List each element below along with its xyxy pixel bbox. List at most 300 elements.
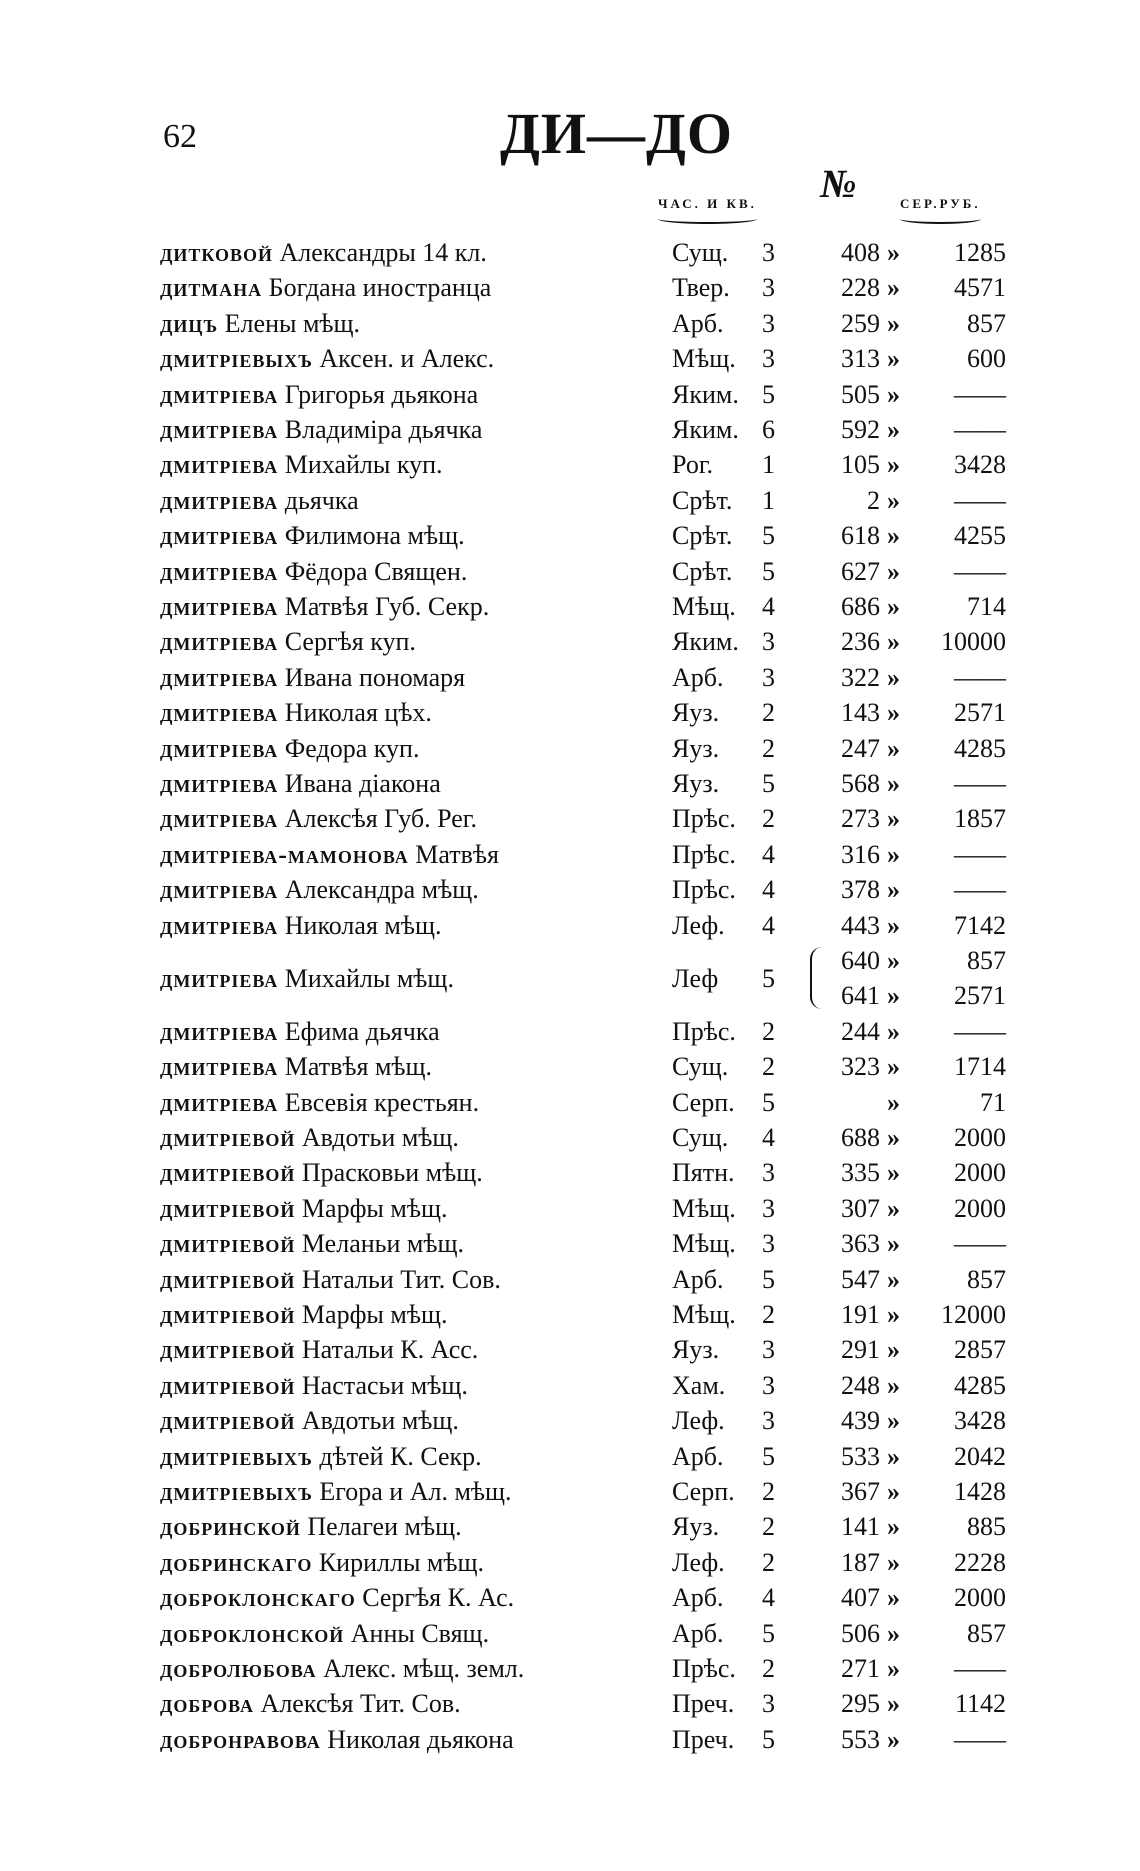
entry-part: Преч. (672, 1724, 735, 1754)
entry-number: 141 (841, 1512, 880, 1542)
entry-given-name: Филимона мѣщ. (284, 521, 465, 551)
entry-name (160, 589, 489, 624)
entry-ditto-mark: » (887, 910, 900, 940)
entry-part: Прѣс. (672, 804, 736, 834)
entry-given-name: Меланьи мѣщ. (301, 1229, 465, 1259)
entry-given-name: Елены мѣщ. (224, 308, 361, 338)
entry-name (160, 1509, 462, 1544)
entry-given-name: Марфы мѣщ. (301, 1300, 448, 1329)
entry-quarter: 5 (762, 1087, 775, 1117)
entry-ditto-mark: » (887, 1193, 900, 1223)
entry-sum: 2000 (954, 1123, 1006, 1152)
entry-part: Прѣс. (672, 1654, 736, 1683)
register-row (0, 377, 1140, 412)
entry-ditto-mark: » (887, 733, 900, 763)
entry-given-name: Алекс. мѣщ. земл. (323, 1654, 525, 1683)
entry-number: 316 (841, 839, 880, 869)
entry-name (160, 1403, 459, 1438)
entry-name (160, 1226, 464, 1261)
entry-given-name: Анны Свящ. (350, 1618, 490, 1648)
register-row (0, 1651, 1140, 1686)
entry-quarter: 3 (762, 1229, 775, 1259)
register-row (0, 872, 1140, 907)
entry-name (160, 766, 441, 801)
entry-ditto-mark: » (887, 804, 900, 834)
register-row (0, 660, 1140, 695)
entry-sum: —— (954, 1016, 1006, 1046)
entry-given-name: Натальи К. Асс. (301, 1335, 479, 1365)
register-row (0, 766, 1140, 801)
entry-number: 627 (841, 556, 880, 586)
entry-given-name: Авдотьи мѣщ. (301, 1123, 459, 1152)
entry-number: 143 (841, 698, 880, 728)
entry-number: 363 (841, 1229, 880, 1259)
entry-ditto-mark: » (887, 485, 900, 515)
entry-part: Рог. (672, 450, 714, 480)
entry-part: Яуз. (672, 1335, 720, 1365)
entry-sum: 12000 (941, 1300, 1006, 1329)
entry-number: 686 (841, 592, 880, 621)
entry-name (160, 1155, 483, 1190)
register-row (0, 554, 1140, 589)
entry-given-name: Михайлы куп. (284, 450, 443, 480)
entry-number: 248 (841, 1370, 880, 1400)
entry-sum: 2000 (954, 1193, 1006, 1223)
entry-quarter: 2 (762, 1512, 775, 1542)
entry-number: 407 (841, 1583, 880, 1613)
entry-surname: дмитрiева (160, 627, 279, 657)
entry-part: Сущ. (672, 238, 729, 267)
entry-number: 335 (841, 1158, 880, 1188)
entry-quarter: 3 (762, 1158, 775, 1188)
entry-ditto-mark: » (887, 1052, 900, 1082)
entry-sum: 885 (967, 1512, 1006, 1542)
entry-quarter: 3 (762, 1335, 775, 1365)
column-header-number-label: № (820, 161, 857, 206)
entry-name (160, 1651, 524, 1686)
entry-surname: дмитрiева (160, 1087, 279, 1117)
entry-quarter: 5 (762, 769, 775, 798)
register-row (0, 589, 1140, 624)
entry-ditto-mark: » (887, 627, 900, 657)
entry-quarter: 3 (762, 1689, 775, 1719)
entry-number: 187 (841, 1547, 880, 1577)
entry-name (160, 1686, 461, 1721)
entry-part: Мѣщ. (672, 592, 736, 621)
entry-part: Яким. (672, 415, 739, 444)
entry-surname: дитковой (160, 238, 274, 267)
entry-given-name: Алексѣя Тит. Сов. (260, 1689, 461, 1719)
register-row (0, 837, 1140, 872)
entry-number: 273 (841, 804, 880, 834)
entry-quarter: 3 (762, 273, 775, 303)
entry-surname: дмитрiева (160, 1052, 279, 1082)
register-row (0, 1439, 1140, 1474)
entry-given-name: Ефима дьячка (284, 1016, 440, 1046)
entry-name (160, 872, 479, 907)
entry-sum: 2228 (954, 1547, 1006, 1577)
entry-part: Арб. (672, 662, 724, 692)
entry-quarter: 2 (762, 733, 775, 763)
entry-number: 640 (841, 946, 880, 975)
entry-part: Яким. (672, 379, 739, 409)
register-row (0, 235, 1140, 270)
entry-number: 244 (841, 1016, 880, 1046)
entry-ditto-mark: » (887, 1724, 900, 1754)
entry-part: Мѣщ. (672, 1193, 736, 1223)
entry-ditto-mark: » (887, 1512, 900, 1542)
entry-name (160, 731, 419, 766)
entry-sum: 857 (967, 308, 1006, 338)
entry-name (160, 377, 478, 412)
entry-part: Мѣщ. (672, 344, 736, 374)
entry-ditto-mark: » (887, 344, 900, 374)
entry-ditto-mark: » (887, 556, 900, 586)
running-head: ДИ—ДО (500, 101, 734, 166)
register-row (0, 518, 1140, 553)
register-row (0, 341, 1140, 376)
entry-surname: дмитрiевой (160, 1406, 296, 1436)
entry-quarter: 2 (762, 1016, 775, 1046)
register-row (0, 1297, 1140, 1332)
entry-surname: добринской (160, 1512, 301, 1542)
entry-sum: —— (954, 379, 1006, 409)
entry-quarter: 5 (762, 521, 775, 551)
entry-name (160, 270, 491, 305)
entry-quarter: 2 (762, 1547, 775, 1577)
entry-quarter: 3 (762, 308, 775, 338)
register-row (0, 1155, 1140, 1190)
entry-number: 378 (841, 875, 880, 905)
entry-surname: дмитрiева (160, 963, 279, 993)
entry-surname: дмитрiевой (160, 1335, 296, 1365)
entry-name (160, 1332, 478, 1367)
entry-name (160, 1191, 447, 1226)
entry-ditto-mark: » (887, 1300, 900, 1329)
entry-sum: 3428 (954, 450, 1006, 480)
register-row (0, 1014, 1140, 1049)
entry-quarter: 2 (762, 804, 775, 834)
entry-name (160, 1474, 512, 1509)
entry-name (160, 908, 442, 943)
entry-ditto-mark: » (887, 1335, 900, 1365)
entry-surname: добролюбова (160, 1654, 317, 1683)
entry-number: 236 (841, 627, 880, 657)
entry-surname: дмитрiева (160, 1016, 279, 1046)
column-header-sum-label: СЕР.РУБ. (900, 196, 981, 211)
entry-given-name: Сергѣя К. Ас. (362, 1583, 515, 1613)
entry-part: Хам. (672, 1370, 726, 1400)
entry-surname: дмитрiева (160, 733, 279, 763)
entry-part: Леф (672, 963, 719, 993)
entry-surname: дмитрiева (160, 875, 279, 905)
entry-sum: 857 (967, 1264, 1006, 1294)
entry-surname: дмитрiева (160, 769, 279, 798)
entry-part: Яуз. (672, 1512, 720, 1542)
entry-part: Пятн. (672, 1158, 735, 1188)
brace-decoration (658, 214, 757, 224)
entry-quarter: 4 (762, 910, 775, 940)
entry-surname: дмитрiевыхъ (160, 344, 313, 374)
entry-given-name: дѣтей К. Секр. (319, 1441, 482, 1471)
entry-sum: 2000 (954, 1583, 1006, 1613)
register-row (0, 447, 1140, 482)
entry-quarter: 2 (762, 698, 775, 728)
entry-part: Арб. (672, 1264, 724, 1294)
entry-ditto-mark: » (887, 1370, 900, 1400)
entry-given-name: Николая цѣх. (284, 698, 432, 728)
entry-given-name: Федора куп. (284, 733, 420, 763)
entry-name (160, 1580, 514, 1615)
entry-sum: 600 (967, 344, 1006, 374)
register-row (0, 1226, 1140, 1261)
entry-sum: —— (954, 769, 1006, 798)
entry-sum: —— (954, 556, 1006, 586)
entry-name (160, 412, 482, 447)
entry-ditto-mark: » (887, 1477, 900, 1506)
entry-name (160, 695, 432, 730)
entry-name (160, 483, 359, 518)
entry-given-name: Авдотьи мѣщ. (301, 1406, 459, 1436)
entry-surname: дмитрiевой (160, 1193, 296, 1223)
entry-ditto-mark: » (887, 379, 900, 409)
entry-sum: 857 (967, 946, 1006, 975)
entry-ditto-mark: » (887, 238, 900, 267)
entry-quarter: 3 (762, 1406, 775, 1436)
entry-ditto-mark: » (887, 521, 900, 551)
entry-surname: дмитрiевой (160, 1229, 296, 1259)
entry-quarter: 5 (762, 556, 775, 586)
entry-given-name: Николая мѣщ. (284, 910, 442, 940)
register-row (0, 908, 1140, 943)
entry-name (160, 1049, 432, 1084)
entry-given-name: Марфы мѣщ. (301, 1193, 448, 1223)
entry-surname: дмитрiева (160, 450, 279, 480)
entry-surname: дмитрiева-мамонова (160, 839, 409, 869)
column-header-number (820, 160, 857, 207)
entry-part: Прѣс. (672, 875, 736, 905)
entry-sum: 2571 (954, 698, 1006, 728)
entry-sum: 2042 (954, 1441, 1006, 1471)
entry-number: 259 (841, 308, 880, 338)
register-row (0, 1191, 1140, 1226)
entry-surname: дмитрiевой (160, 1264, 296, 1294)
entry-name (160, 1014, 440, 1049)
entry-given-name: Сергѣя куп. (284, 627, 416, 657)
entry-surname: дитмана (160, 273, 263, 303)
entry-quarter: 3 (762, 344, 775, 374)
entry-given-name: Матвѣя (415, 839, 499, 869)
entry-number: 323 (841, 1052, 880, 1082)
entry-ditto-mark: » (887, 1547, 900, 1577)
entry-number: 367 (841, 1477, 880, 1506)
register-row (0, 1120, 1140, 1155)
entry-part: Арб. (672, 1441, 724, 1471)
entry-quarter: 3 (762, 238, 775, 267)
entry-quarter: 2 (762, 1052, 775, 1082)
entry-surname: доброва (160, 1689, 255, 1719)
entry-given-name: Алексѣя Губ. Рег. (284, 804, 477, 834)
entry-surname: дмитрiева (160, 485, 279, 515)
entry-name (160, 660, 465, 695)
entry-given-name: Александра мѣщ. (284, 875, 479, 905)
entry-quarter: 1 (762, 450, 775, 480)
entry-part: Арб. (672, 1583, 724, 1613)
entry-sum: 2857 (954, 1335, 1006, 1365)
entry-ditto-mark: » (887, 1158, 900, 1188)
entry-ditto-mark: » (887, 981, 900, 1011)
entry-number: 291 (841, 1335, 880, 1365)
entry-name (160, 1722, 514, 1757)
entry-number: 295 (841, 1689, 880, 1719)
entry-ditto-mark: » (887, 1087, 900, 1117)
entry-ditto-mark: » (887, 308, 900, 338)
entry-sum: 7142 (954, 910, 1006, 940)
register-row (0, 1616, 1140, 1651)
entry-sum: 1285 (954, 238, 1006, 267)
entry-name (160, 1297, 447, 1332)
entry-given-name: дьячка (284, 485, 359, 515)
entry-name (160, 837, 499, 872)
entry-ditto-mark: » (887, 1654, 900, 1683)
register-row (0, 1509, 1140, 1544)
entry-ditto-mark: » (887, 273, 900, 303)
entry-ditto-mark: » (887, 1229, 900, 1259)
entry-ditto-mark: » (887, 769, 900, 798)
entry-name (160, 1545, 484, 1580)
entry-part: Серп. (672, 1477, 735, 1506)
entry-surname: дмитрiевыхъ (160, 1441, 313, 1471)
entry-part: Яким. (672, 627, 739, 657)
entry-number: 688 (841, 1123, 880, 1152)
entry-part: Срѣт. (672, 485, 733, 515)
entry-number: 641 (841, 981, 880, 1011)
register-row (0, 412, 1140, 447)
entry-quarter: 2 (762, 1654, 775, 1683)
entry-part: Арб. (672, 308, 724, 338)
entry-part: Леф. (672, 1406, 725, 1436)
entry-sum: 1714 (954, 1052, 1006, 1082)
entry-quarter: 5 (762, 1618, 775, 1648)
entry-sum: —— (954, 1724, 1006, 1754)
entry-surname: дмитрiевой (160, 1158, 296, 1188)
column-header-sum (900, 196, 981, 224)
entry-given-name: Фёдора Священ. (284, 556, 468, 586)
entry-ditto-mark: » (887, 415, 900, 444)
entry-sum: 857 (967, 1618, 1006, 1648)
register-row (0, 1049, 1140, 1084)
page-number: 62 (163, 118, 197, 155)
entry-number: 2 (867, 485, 880, 515)
entry-given-name: Кириллы мѣщ. (318, 1547, 485, 1577)
register-row (0, 483, 1140, 518)
entry-name (160, 1439, 482, 1474)
entry-number: 533 (841, 1441, 880, 1471)
entry-number: 439 (841, 1406, 880, 1436)
entry-given-name: Натальи Тит. Сов. (301, 1264, 501, 1294)
register-row (0, 270, 1140, 305)
entry-name (160, 624, 416, 659)
entry-part: Мѣщ. (672, 1229, 736, 1259)
entry-quarter: 3 (762, 1193, 775, 1223)
entry-name (160, 1262, 501, 1297)
register-row (0, 1686, 1140, 1721)
entry-number: 408 (841, 238, 880, 267)
entry-sum: 1142 (954, 1689, 1006, 1719)
entry-sum: —— (954, 839, 1006, 869)
entry-name (160, 447, 443, 482)
entry-surname: дмитрiева (160, 698, 279, 728)
entry-sum: 2000 (954, 1158, 1006, 1188)
entry-name (160, 801, 477, 836)
entry-part: Яуз. (672, 769, 720, 798)
entry-given-name: Михайлы мѣщ. (284, 963, 454, 993)
entry-number: 191 (841, 1300, 880, 1329)
entry-surname: доброклонской (160, 1618, 345, 1648)
register-row (0, 1085, 1140, 1120)
entry-surname: добринскаго (160, 1547, 313, 1577)
entry-quarter: 4 (762, 1583, 775, 1613)
entry-sum: —— (954, 662, 1006, 692)
entry-given-name: Прасковьи мѣщ. (301, 1158, 483, 1188)
entry-ditto-mark: » (887, 1264, 900, 1294)
entry-part: Яуз. (672, 698, 720, 728)
entry-number: 307 (841, 1193, 880, 1223)
entry-surname: дмитрiевой (160, 1123, 296, 1152)
entry-given-name: Ивана дiакона (284, 769, 441, 798)
entry-number: 443 (841, 910, 880, 940)
entry-part: Твер. (672, 273, 730, 303)
entry-ditto-mark: » (887, 592, 900, 621)
register-row (0, 1722, 1140, 1757)
entry-ditto-mark: » (887, 946, 900, 975)
register-row (0, 1403, 1140, 1438)
entry-quarter: 3 (762, 1370, 775, 1400)
entry-sum: —— (954, 415, 1006, 444)
entry-ditto-mark: » (887, 1441, 900, 1471)
entry-name (160, 235, 487, 270)
entry-ditto-mark: » (887, 662, 900, 692)
entry-surname: дмитрiевыхъ (160, 1477, 313, 1506)
entry-quarter: 5 (762, 1264, 775, 1294)
entry-sum: 1428 (954, 1477, 1006, 1506)
column-header-part-label: ЧАС. И КВ. (658, 196, 757, 211)
entry-surname: доброклонскаго (160, 1583, 356, 1613)
entry-quarter: 5 (762, 963, 775, 993)
entry-given-name: Матвѣя Губ. Секр. (284, 592, 490, 621)
entry-part: Леф. (672, 1547, 725, 1577)
entry-name (160, 1085, 479, 1120)
entry-surname: дицъ (160, 308, 219, 338)
entry-quarter: 2 (762, 1477, 775, 1506)
entry-surname: дмитрiева (160, 556, 279, 586)
register-row (0, 1545, 1140, 1580)
entry-number: 322 (841, 662, 880, 692)
entry-surname: дмитрiева (160, 662, 279, 692)
register-row (0, 1474, 1140, 1509)
entry-quarter: 1 (762, 485, 775, 515)
entry-sum: —— (954, 485, 1006, 515)
entry-part: Леф. (672, 910, 725, 940)
entry-given-name: Егора и Ал. мѣщ. (319, 1477, 512, 1506)
column-header-part (658, 196, 757, 224)
entry-part: Срѣт. (672, 556, 733, 586)
entry-quarter: 5 (762, 1441, 775, 1471)
register-row-continuation (0, 978, 1140, 1013)
entry-name (160, 554, 467, 589)
entry-part: Прѣс. (672, 839, 736, 869)
entry-sum: 4285 (954, 733, 1006, 763)
